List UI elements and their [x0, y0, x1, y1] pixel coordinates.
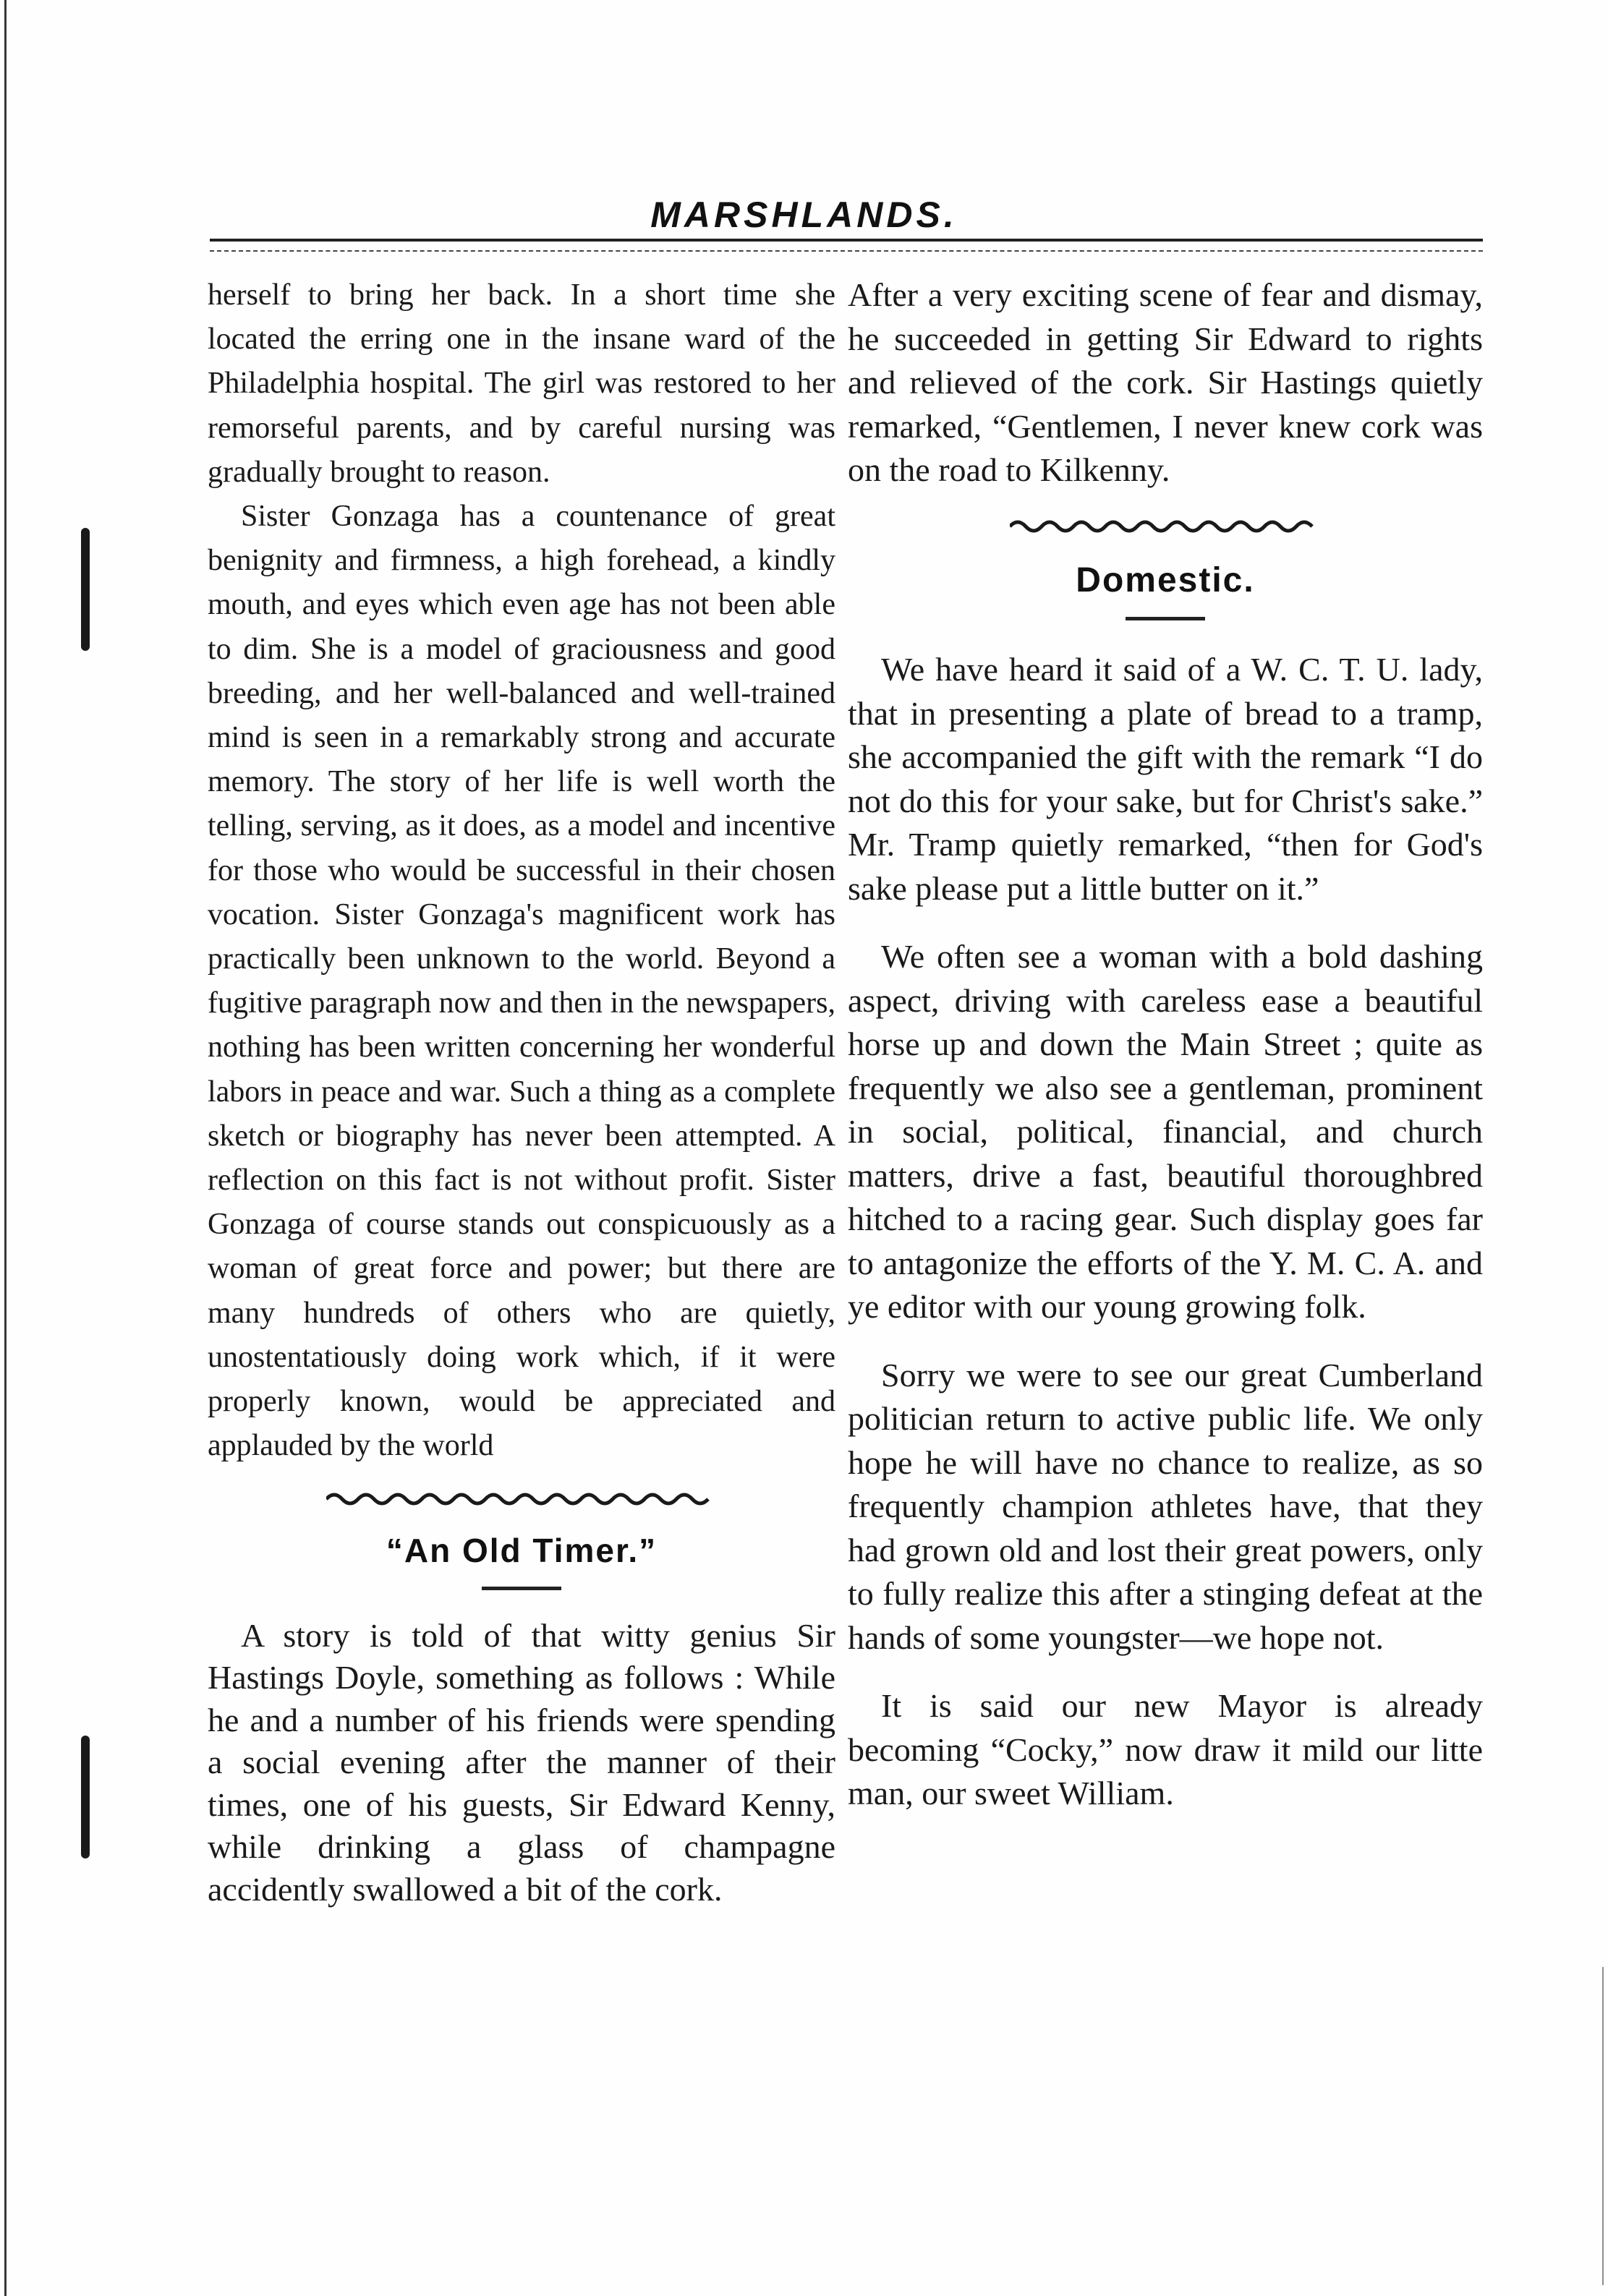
- ink-smudge-lower: [81, 1736, 90, 1858]
- binding-edge-line: [4, 0, 7, 2296]
- ink-smudge-upper: [81, 528, 90, 651]
- page-header-title: MARSHLANDS.: [650, 195, 958, 235]
- right-column: [848, 273, 1483, 1840]
- left-column: [208, 273, 835, 1911]
- right-paragraph-1: After a very exciting scene of fear and dismay, he succeeded in getting Sir Edward to rights and relieved of the cork. Sir Hastings quietly remarked, “Gentlemen, I never knew cork was on the road to Kilkenny.: [848, 276, 1483, 488]
- right-paragraph-4: Sorry we were to see our great Cumberland politician return to active public life. We only hope he will have no chance to realize, as so frequently champion athletes have, that they had grown old and lost their great powers, only to fully realize this after a stinging defeat at the hands of some youngster—we hope not.: [848, 1356, 1483, 1656]
- right-paragraph-3: We often see a woman with a bold dashing aspect, driving with careless ease a beautiful horse up and down the Main Street ; quite as frequently we also see a gentleman, prominent in social, political, financial, and church matters, drive a fast, beautiful thoroughbred hitched to a racing gear. Such display goes far to antagonize the efforts of the Y. M. C. A. and ye editor with our young growing folk.: [848, 938, 1483, 1325]
- left-paragraph-2: Sister Gonzaga has a countenance of great benignity and firmness, a high forehead, a kindly mouth, and eyes which even age has not been able to dim. She is a model of graciousness and good breeding, and her well-balanced and well-trained mind is seen in a remarkably strong and accurate memory. The story of her life is well worth the telling, serving, as it does, as a model and incentive for those who would be successful in their chosen vocation. Sister Gonzaga's magnificent work has practically been unknown to the world. Beyond a fugitive paragraph now and then in the newspapers, nothing has been written concerning her wonderful labors in peace and war. Such a thing as a complete sketch or biography has never been attempted. A reflection on this fact is not without profit. Sister Gonzaga of course stands out conspicuously as a woman of great force and power; but there are many hundreds of others who are quietly, unostentatiously doing work which, if it were properly known, would be appreciated and applauded by the world: [208, 500, 835, 1463]
- page-edge-line: [1602, 1967, 1604, 2285]
- heading-underline: [482, 1587, 561, 1590]
- left-paragraph-1: herself to bring her back. In a short time she located the erring one in the insane ward of the Philadelphia hospital. The girl was restored to her remorseful parents, and by careful nursing was gradually brought to reason.: [208, 278, 835, 489]
- right-paragraph-5: It is said our new Mayor is already becoming “Cocky,” now draw it mild our litte man, our sweet William.: [848, 1687, 1483, 1811]
- section-heading-domestic: Domestic.: [1076, 560, 1255, 599]
- wavy-divider: [1010, 517, 1321, 536]
- header-rule: [210, 239, 1483, 252]
- right-paragraph-2: We have heard it said of a W. C. T. U. lady, that in presenting a plate of bread to a tramp, she accompanied the gift with the remark “I do not do this for your sake, but for Christ's sake.” Mr. Tramp quietly remarked, “then for God's sake please put a little butter on it.”: [848, 651, 1483, 907]
- section-heading-old-timer: “An Old Timer.”: [386, 1532, 658, 1570]
- heading-underline: [1126, 617, 1205, 620]
- wavy-divider: [326, 1490, 717, 1508]
- left-paragraph-3: A story is told of that witty genius Sir Hastings Doyle, something as follows : While he and a number of his friends were spending a social evening after the manner of their times, one of his guests, Sir Edward Kenny, while drinking a glass of champagne accidently swallowed a bit of the cork.: [208, 1616, 835, 1908]
